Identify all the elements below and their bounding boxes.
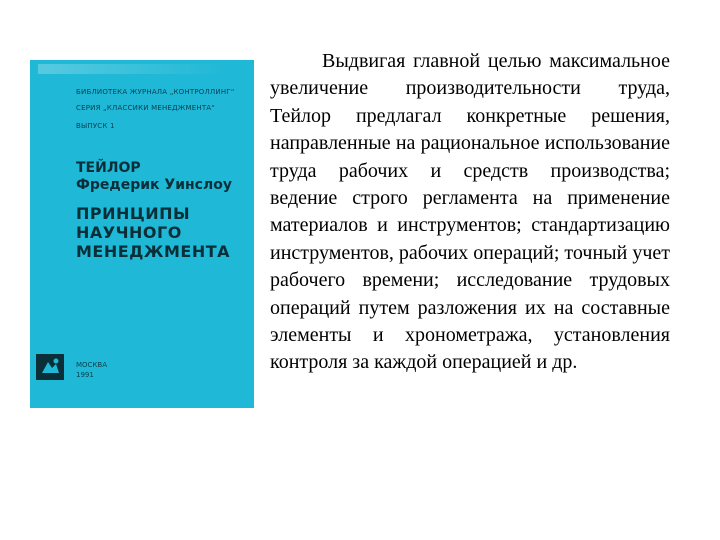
cover-author-surname: ТЕЙЛОР: [76, 160, 141, 176]
cover-title-line3: МЕНЕДЖМЕНТА: [76, 242, 231, 261]
cover-series-line2: СЕРИЯ „КЛАССИКИ МЕНЕДЖМЕНТА“: [76, 104, 216, 112]
cover-author: [76, 160, 232, 194]
cover-city: МОСКВА: [76, 361, 107, 369]
cover-title-line1: ПРИНЦИПЫ: [76, 204, 191, 223]
book-cover-image: [30, 60, 254, 408]
cover-series-line1: БИБЛИОТЕКА ЖУРНАЛА „КОНТРОЛЛИНГ“: [76, 88, 235, 96]
body-text-block: [270, 48, 670, 377]
cover-author-names: Фредерик Уинслоу: [76, 177, 232, 193]
body-paragraph: Выдвигая главной целью максимальное увеличение производительности труда, Тейлор предлагал конкретные решения, направленные на рациональное использование труда рабочих и средств производства; ведение строго регламента на применение материалов и инструментов; стандартизацию инструментов, рабочих операций; точный учет рабочего времени; исследование трудовых операций путем разложения их на составные элементы и хронометража, установления контроля за каждой операцией и др.: [270, 50, 670, 374]
cover-title: [76, 204, 230, 261]
cover-issue: ВЫПУСК 1: [76, 122, 115, 130]
cover-smudge: [38, 64, 228, 74]
cover-title-line2: НАУЧНОГО: [76, 223, 182, 242]
cover-imprint: [76, 360, 107, 380]
cover-year: 1991: [76, 371, 94, 379]
publisher-emblem-icon: [36, 354, 64, 380]
